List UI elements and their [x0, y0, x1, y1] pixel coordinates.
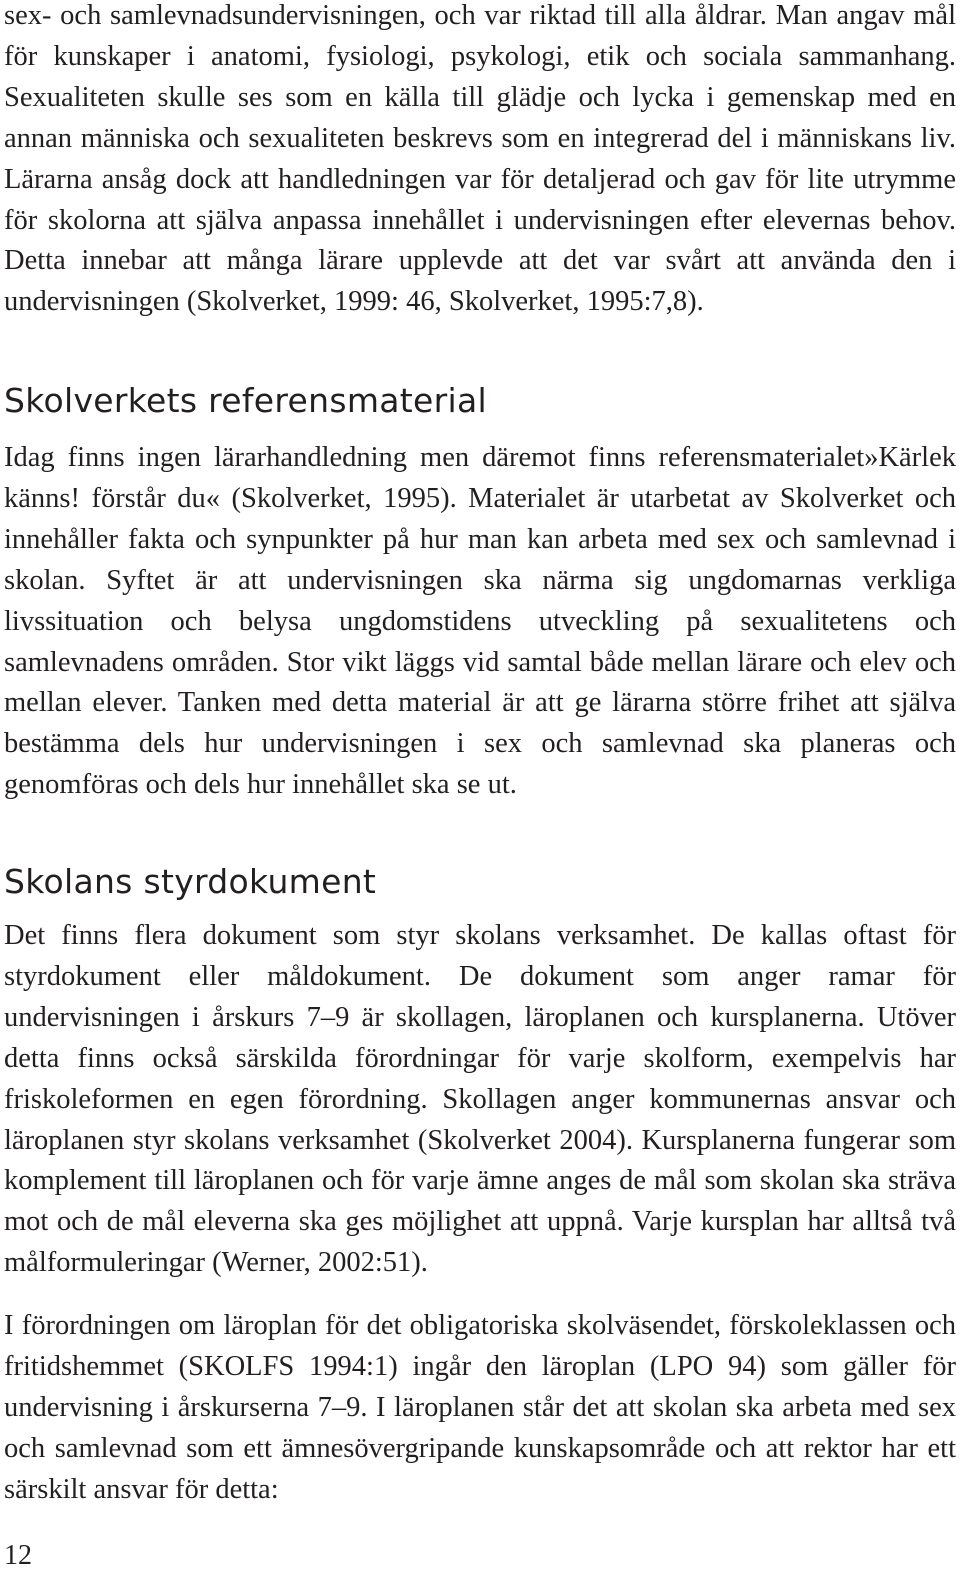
intro-paragraph: sex- och samlevnadsundervisningen, och var riktad till alla åldrar. Man angav mål för kunskaper i anatomi, fysiologi, psykologi, etik och sociala sammanhang. Sexualiteten skulle ses som en källa till glädje och lycka i gemenskap med en annan människa och sexualiteten beskrevs som en integrerad del i människans liv. Lärarna ansåg dock att handledningen var för detaljerad och gav för lite utrymme för skolorna att själva anpassa innehållet i undervisningen efter elevernas behov. Detta innebar att många lärare upplevde att det var svårt att använda den i undervisningen (Skolverket, 1999: 46, Skolverket, 1995:7,8).: [4, 0, 956, 318]
section-heading-referensmaterial: Skolverkets referensmaterial: [4, 381, 487, 420]
section-heading-styrdokument: Skolans styrdokument: [4, 862, 377, 901]
styrdokument-paragraph-2: I förordningen om läroplan för det obligatoriska skolväsendet, förskoleklassen och fritidshemmet (SKOLFS 1994:1) ingår den läroplan (LPO 94) som gäller för undervisning i årskurserna 7–9. I läroplanen står det att skolan ska arbeta med sex och samlevnad som ett ämnesövergripande kunskapsområde och att rektor har ett särskilt ansvar för detta:: [4, 1310, 956, 1505]
referensmaterial-paragraph: Idag finns ingen lärarhandledning men däremot finns referensmaterialet»Kärlek känns! förstår du« (Skolverket, 1995). Materialet är utarbetat av Skolverket och innehåller fakta och synpunkter på hur man kan arbeta med sex och samlevnad i skolan. Syftet är att undervisningen ska närma sig ungdomarnas verkliga livssituation och belysa ungdomstidens utveckling på sexualitetens och samlevnadens områden. Stor vikt läggs vid samtal både mellan lärare och elev och mellan elever. Tanken med detta material är att ge lärarna större frihet att själva bestämma dels hur undervisningen i sex och samlevnad ska planeras och genomföras och dels hur innehållet ska se ut.: [4, 442, 956, 801]
styrdokument-paragraph-1: Det finns flera dokument som styr skolans verksamhet. De kallas oftast för styrdokument eller måldokument. De dokument som anger ramar för undervisningen i årskurs 7–9 är skollagen, läroplanen och kursplanerna. Utöver detta finns också särskilda förordningar för varje skolform, exempelvis har friskoleformen en egen förordning. Skollagen anger kommunernas ansvar och läroplanen styr skolans verksamhet (Skolverket 2004). Kursplanerna fungerar som komplement till läroplanen och för varje ämne anges de mål som skolan ska sträva mot och de mål eleverna ska ges möjlighet att uppnå. Varje kursplan har alltså två målformuleringar (Werner, 2002:51).: [4, 920, 956, 1279]
page-number: 12: [4, 1540, 32, 1571]
